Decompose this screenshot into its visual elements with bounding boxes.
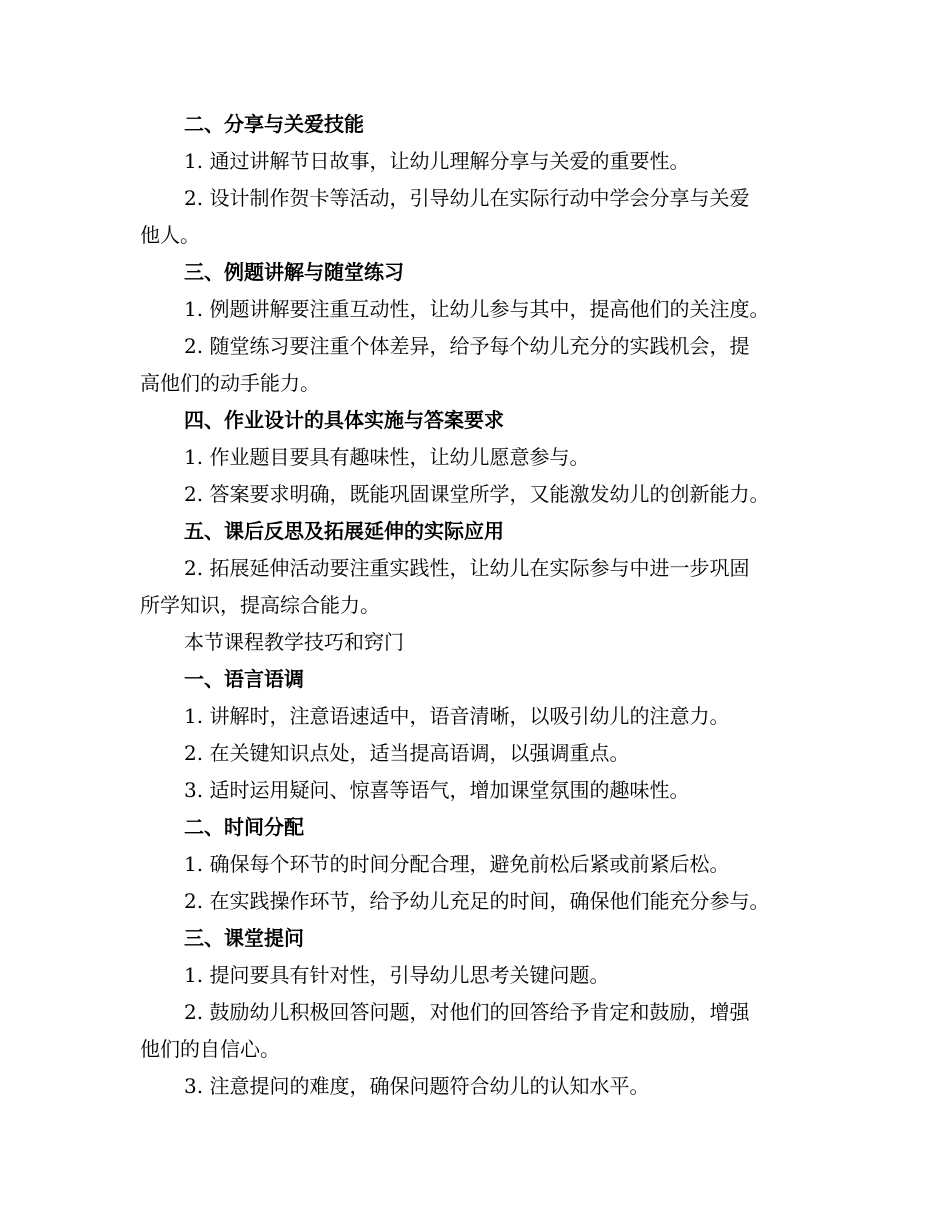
section-heading: 三、例题讲解与随堂练习 xyxy=(184,260,404,284)
list-item xyxy=(140,143,820,180)
list-item-line: 3. 适时运用疑问、惊喜等语气，增加课堂氛围的趣味性。 xyxy=(184,778,690,802)
list-item-continuation: 高他们的动手能力。 xyxy=(140,371,320,395)
section-heading: 二、分享与关爱技能 xyxy=(184,112,364,136)
list-item-line: 1. 提问要具有针对性，引导幼儿思考关键问题。 xyxy=(184,963,610,987)
list-item-line: 1. 确保每个环节的时间分配合理，避免前松后紧或前紧后松。 xyxy=(184,852,730,876)
list-item-line: 2. 答案要求明确，既能巩固课堂所学，又能激发幼儿的创新能力。 xyxy=(184,482,770,506)
document-body xyxy=(140,106,820,1105)
list-item xyxy=(140,698,820,735)
section-heading: 四、作业设计的具体实施与答案要求 xyxy=(184,408,504,432)
list-item xyxy=(140,291,820,328)
list-item-line: 1. 通过讲解节日故事，让幼儿理解分享与关爱的重要性。 xyxy=(184,149,690,173)
list-item xyxy=(140,550,820,624)
list-item-line: 2. 鼓励幼儿积极回答问题，对他们的回答给予肯定和鼓励，增强 xyxy=(184,1000,750,1024)
section-heading: 二、时间分配 xyxy=(184,815,304,839)
list-item-line: 2. 在实践操作环节，给予幼儿充足的时间，确保他们能充分参与。 xyxy=(184,889,770,913)
list-item xyxy=(140,735,820,772)
list-item-line: 3. 注意提问的难度，确保问题符合幼儿的认知水平。 xyxy=(184,1074,650,1098)
list-item-line: 1. 讲解时，注意语速适中，语音清晰，以吸引幼儿的注意力。 xyxy=(184,704,730,728)
list-item xyxy=(140,476,820,513)
section-heading: 一、语言语调 xyxy=(184,667,304,691)
section-heading: 五、课后反思及拓展延伸的实际应用 xyxy=(184,519,504,543)
list-item-continuation: 他们的自信心。 xyxy=(140,1037,280,1061)
list-item xyxy=(140,772,820,809)
list-item-line: 2. 拓展延伸活动要注重实践性，让幼儿在实际参与中进一步巩固 xyxy=(184,556,750,580)
list-item xyxy=(140,957,820,994)
section-heading: 三、课堂提问 xyxy=(184,926,304,950)
list-item-continuation: 所学知识，提高综合能力。 xyxy=(140,593,380,617)
list-item-line: 2. 随堂练习要注重个体差异，给予每个幼儿充分的实践机会，提 xyxy=(184,334,750,358)
document-subtitle: 本节课程教学技巧和窍门 xyxy=(184,630,404,654)
list-item xyxy=(140,883,820,920)
list-item-line: 2. 设计制作贺卡等活动，引导幼儿在实际行动中学会分享与关爱 xyxy=(184,186,750,210)
list-item xyxy=(140,439,820,476)
list-item-continuation: 他人。 xyxy=(140,223,200,247)
list-item xyxy=(140,994,820,1068)
list-item xyxy=(140,328,820,402)
list-item-line: 1. 例题讲解要注重互动性，让幼儿参与其中，提高他们的关注度。 xyxy=(184,297,770,321)
list-item-line: 1. 作业题目要具有趣味性，让幼儿愿意参与。 xyxy=(184,445,590,469)
list-item xyxy=(140,180,820,254)
list-item xyxy=(140,1068,820,1105)
list-item-line: 2. 在关键知识点处，适当提高语调，以强调重点。 xyxy=(184,741,630,765)
list-item xyxy=(140,846,820,883)
